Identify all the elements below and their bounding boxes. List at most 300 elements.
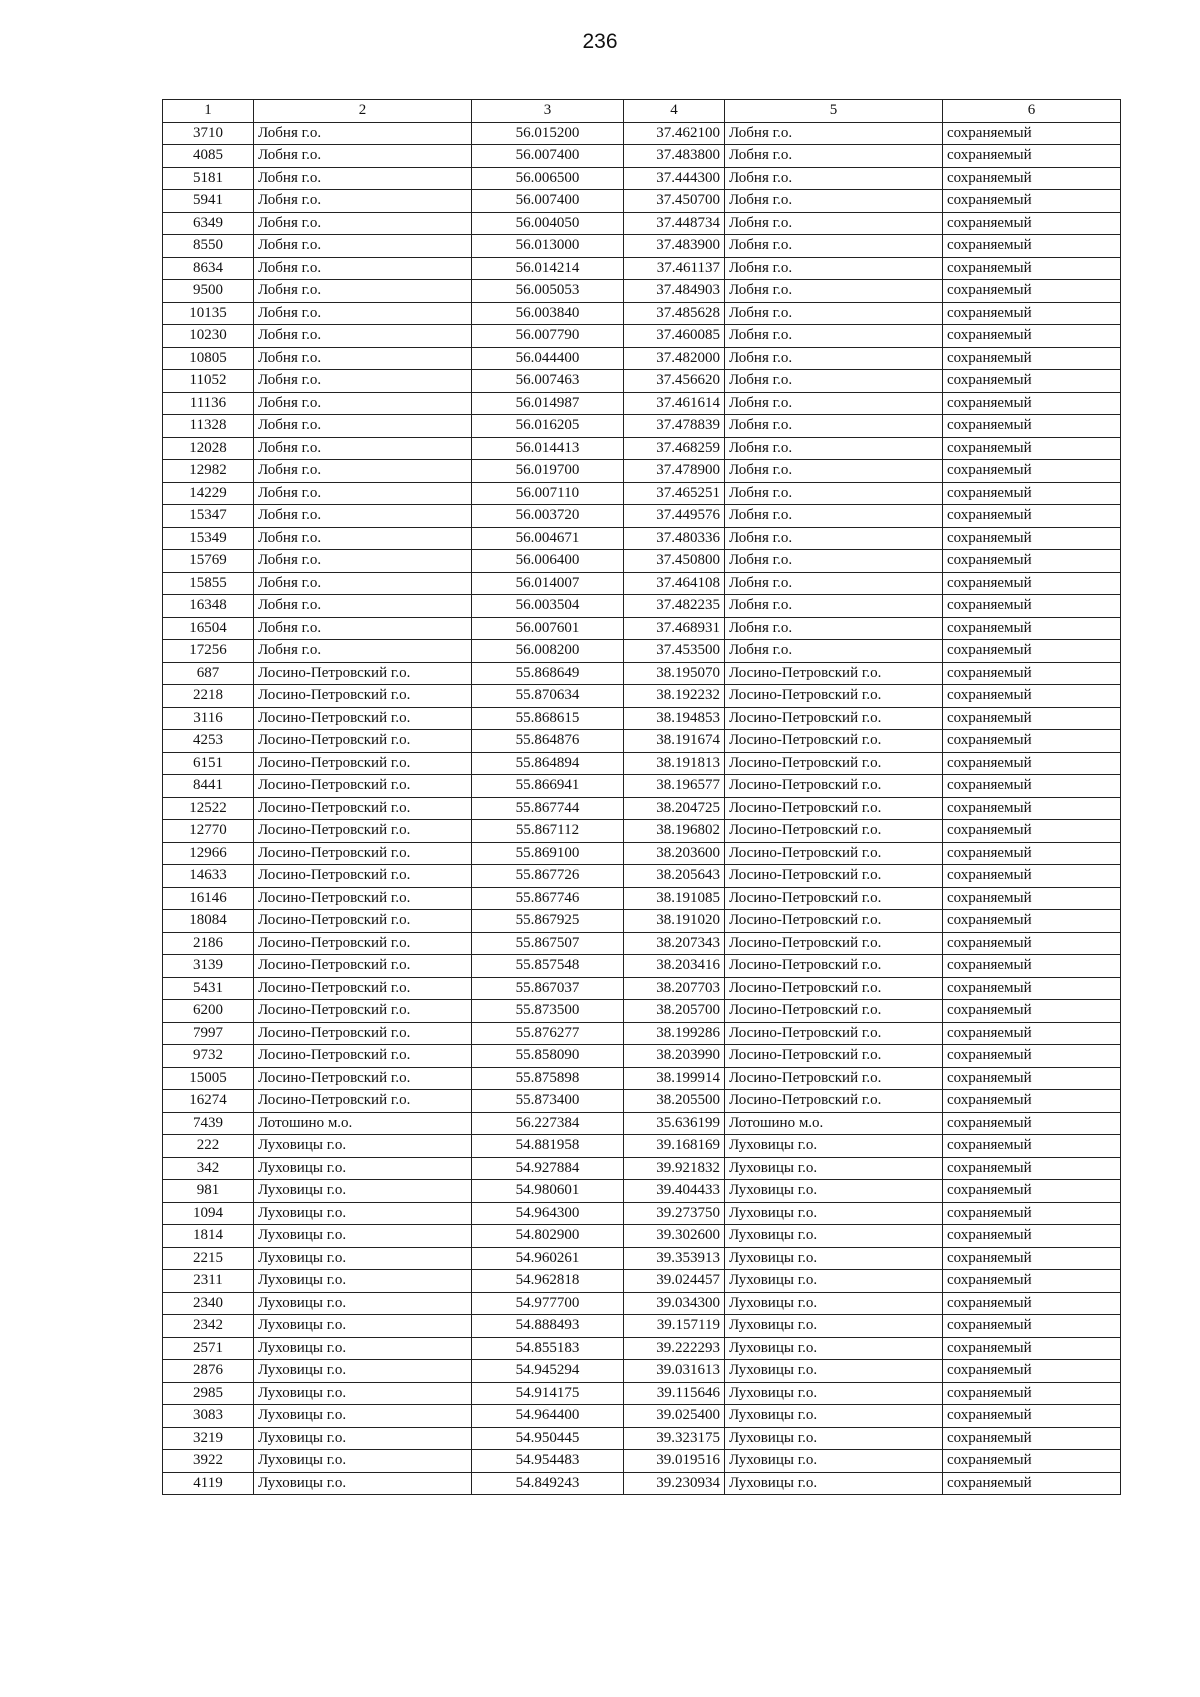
longitude-cell: 37.483800 xyxy=(624,145,725,168)
object-number-cell: 12966 xyxy=(163,842,254,865)
latitude-cell: 55.867925 xyxy=(472,910,624,933)
object-number-cell: 2311 xyxy=(163,1270,254,1293)
table-row xyxy=(163,1360,1121,1383)
table-row xyxy=(163,1135,1121,1158)
municipality-cell: Лобня г.о. xyxy=(725,460,943,483)
longitude-cell: 38.207703 xyxy=(624,977,725,1000)
latitude-cell: 56.019700 xyxy=(472,460,624,483)
object-number-cell: 12770 xyxy=(163,820,254,843)
longitude-cell: 38.203990 xyxy=(624,1045,725,1068)
table-row xyxy=(163,415,1121,438)
municipality-cell: Луховицы г.о. xyxy=(725,1405,943,1428)
table-row xyxy=(163,257,1121,280)
municipality-cell: Лобня г.о. xyxy=(725,617,943,640)
table-row xyxy=(163,797,1121,820)
district-cell: Лосино-Петровский г.о. xyxy=(254,685,472,708)
district-cell: Лосино-Петровский г.о. xyxy=(254,932,472,955)
status-cell: сохраняемый xyxy=(943,257,1121,280)
object-number-cell: 222 xyxy=(163,1135,254,1158)
longitude-cell: 37.468259 xyxy=(624,437,725,460)
status-cell: сохраняемый xyxy=(943,1000,1121,1023)
latitude-cell: 54.888493 xyxy=(472,1315,624,1338)
table-row xyxy=(163,1180,1121,1203)
municipality-cell: Лобня г.о. xyxy=(725,482,943,505)
table-row xyxy=(163,1315,1121,1338)
longitude-cell: 37.461137 xyxy=(624,257,725,280)
latitude-cell: 56.014987 xyxy=(472,392,624,415)
status-cell: сохраняемый xyxy=(943,1045,1121,1068)
status-cell: сохраняемый xyxy=(943,302,1121,325)
municipality-cell: Лотошино м.о. xyxy=(725,1112,943,1135)
object-number-cell: 2876 xyxy=(163,1360,254,1383)
table-row xyxy=(163,1045,1121,1068)
object-number-cell: 11328 xyxy=(163,415,254,438)
object-number-cell: 11052 xyxy=(163,370,254,393)
object-number-cell: 16348 xyxy=(163,595,254,618)
object-number-cell: 10230 xyxy=(163,325,254,348)
longitude-cell: 39.024457 xyxy=(624,1270,725,1293)
status-cell: сохраняемый xyxy=(943,347,1121,370)
status-cell: сохраняемый xyxy=(943,1180,1121,1203)
table-row xyxy=(163,550,1121,573)
district-cell: Лосино-Петровский г.о. xyxy=(254,752,472,775)
municipality-cell: Лобня г.о. xyxy=(725,370,943,393)
table-row xyxy=(163,1270,1121,1293)
municipality-cell: Лосино-Петровский г.о. xyxy=(725,865,943,888)
status-cell: сохраняемый xyxy=(943,955,1121,978)
district-cell: Лосино-Петровский г.о. xyxy=(254,797,472,820)
status-cell: сохраняемый xyxy=(943,685,1121,708)
object-number-cell: 3710 xyxy=(163,122,254,145)
object-number-cell: 8634 xyxy=(163,257,254,280)
object-number-cell: 10805 xyxy=(163,347,254,370)
table-row xyxy=(163,842,1121,865)
district-cell: Лобня г.о. xyxy=(254,595,472,618)
latitude-cell: 55.873500 xyxy=(472,1000,624,1023)
district-cell: Лобня г.о. xyxy=(254,370,472,393)
status-cell: сохраняемый xyxy=(943,1022,1121,1045)
longitude-cell: 38.191674 xyxy=(624,730,725,753)
table-body xyxy=(163,122,1121,1495)
object-number-cell: 6349 xyxy=(163,212,254,235)
municipality-cell: Луховицы г.о. xyxy=(725,1180,943,1203)
status-cell: сохраняемый xyxy=(943,460,1121,483)
longitude-cell: 38.207343 xyxy=(624,932,725,955)
municipality-cell: Лосино-Петровский г.о. xyxy=(725,797,943,820)
status-cell: сохраняемый xyxy=(943,550,1121,573)
object-number-cell: 12522 xyxy=(163,797,254,820)
status-cell: сохраняемый xyxy=(943,1292,1121,1315)
table-row xyxy=(163,1202,1121,1225)
object-number-cell: 12982 xyxy=(163,460,254,483)
latitude-cell: 56.007400 xyxy=(472,190,624,213)
status-cell: сохраняемый xyxy=(943,325,1121,348)
longitude-cell: 38.191813 xyxy=(624,752,725,775)
object-number-cell: 2985 xyxy=(163,1382,254,1405)
longitude-cell: 37.450700 xyxy=(624,190,725,213)
latitude-cell: 55.875898 xyxy=(472,1067,624,1090)
longitude-cell: 38.205500 xyxy=(624,1090,725,1113)
status-cell: сохраняемый xyxy=(943,1450,1121,1473)
status-cell: сохраняемый xyxy=(943,1202,1121,1225)
municipality-cell: Лобня г.о. xyxy=(725,302,943,325)
latitude-cell: 56.014413 xyxy=(472,437,624,460)
object-number-cell: 6151 xyxy=(163,752,254,775)
latitude-cell: 56.014007 xyxy=(472,572,624,595)
municipality-cell: Лосино-Петровский г.о. xyxy=(725,707,943,730)
table-row xyxy=(163,977,1121,1000)
municipality-cell: Лосино-Петровский г.о. xyxy=(725,910,943,933)
municipality-cell: Луховицы г.о. xyxy=(725,1202,943,1225)
municipality-cell: Лосино-Петровский г.о. xyxy=(725,1000,943,1023)
latitude-cell: 54.977700 xyxy=(472,1292,624,1315)
latitude-cell: 56.044400 xyxy=(472,347,624,370)
latitude-cell: 54.927884 xyxy=(472,1157,624,1180)
district-cell: Лосино-Петровский г.о. xyxy=(254,730,472,753)
object-number-cell: 16146 xyxy=(163,887,254,910)
latitude-cell: 56.004671 xyxy=(472,527,624,550)
latitude-cell: 56.013000 xyxy=(472,235,624,258)
latitude-cell: 56.004050 xyxy=(472,212,624,235)
status-cell: сохраняемый xyxy=(943,887,1121,910)
district-cell: Лосино-Петровский г.о. xyxy=(254,887,472,910)
object-number-cell: 342 xyxy=(163,1157,254,1180)
object-number-cell: 7997 xyxy=(163,1022,254,1045)
table-row xyxy=(163,1337,1121,1360)
longitude-cell: 37.456620 xyxy=(624,370,725,393)
district-cell: Луховицы г.о. xyxy=(254,1315,472,1338)
longitude-cell: 38.205700 xyxy=(624,1000,725,1023)
longitude-cell: 39.025400 xyxy=(624,1405,725,1428)
table-row xyxy=(163,122,1121,145)
municipality-cell: Луховицы г.о. xyxy=(725,1135,943,1158)
latitude-cell: 56.016205 xyxy=(472,415,624,438)
object-number-cell: 1094 xyxy=(163,1202,254,1225)
latitude-cell: 56.007110 xyxy=(472,482,624,505)
latitude-cell: 54.855183 xyxy=(472,1337,624,1360)
longitude-cell: 38.195070 xyxy=(624,662,725,685)
longitude-cell: 38.191020 xyxy=(624,910,725,933)
object-number-cell: 9732 xyxy=(163,1045,254,1068)
table-row xyxy=(163,865,1121,888)
district-cell: Лосино-Петровский г.о. xyxy=(254,662,472,685)
latitude-cell: 54.849243 xyxy=(472,1472,624,1495)
table-row xyxy=(163,1225,1121,1248)
object-number-cell: 2340 xyxy=(163,1292,254,1315)
status-cell: сохраняемый xyxy=(943,212,1121,235)
status-cell: сохраняемый xyxy=(943,167,1121,190)
object-number-cell: 4085 xyxy=(163,145,254,168)
status-cell: сохраняемый xyxy=(943,820,1121,843)
table-row xyxy=(163,325,1121,348)
registry-table xyxy=(162,99,1121,1495)
table-row xyxy=(163,370,1121,393)
district-cell: Лосино-Петровский г.о. xyxy=(254,865,472,888)
latitude-cell: 56.006500 xyxy=(472,167,624,190)
status-cell: сохраняемый xyxy=(943,280,1121,303)
status-cell: сохраняемый xyxy=(943,752,1121,775)
longitude-cell: 37.483900 xyxy=(624,235,725,258)
object-number-cell: 14633 xyxy=(163,865,254,888)
table-row xyxy=(163,1472,1121,1495)
table-row xyxy=(163,1450,1121,1473)
district-cell: Лосино-Петровский г.о. xyxy=(254,1090,472,1113)
municipality-cell: Луховицы г.о. xyxy=(725,1472,943,1495)
column-header-5: 5 xyxy=(725,100,943,123)
status-cell: сохраняемый xyxy=(943,865,1121,888)
municipality-cell: Луховицы г.о. xyxy=(725,1315,943,1338)
municipality-cell: Луховицы г.о. xyxy=(725,1337,943,1360)
municipality-cell: Лосино-Петровский г.о. xyxy=(725,955,943,978)
longitude-cell: 37.461614 xyxy=(624,392,725,415)
latitude-cell: 56.007790 xyxy=(472,325,624,348)
table-row xyxy=(163,572,1121,595)
status-cell: сохраняемый xyxy=(943,977,1121,1000)
municipality-cell: Лосино-Петровский г.о. xyxy=(725,685,943,708)
latitude-cell: 54.980601 xyxy=(472,1180,624,1203)
municipality-cell: Луховицы г.о. xyxy=(725,1360,943,1383)
district-cell: Лобня г.о. xyxy=(254,617,472,640)
district-cell: Луховицы г.о. xyxy=(254,1450,472,1473)
longitude-cell: 37.464108 xyxy=(624,572,725,595)
municipality-cell: Лосино-Петровский г.о. xyxy=(725,1045,943,1068)
object-number-cell: 15005 xyxy=(163,1067,254,1090)
status-cell: сохраняемый xyxy=(943,1090,1121,1113)
object-number-cell: 6200 xyxy=(163,1000,254,1023)
municipality-cell: Луховицы г.о. xyxy=(725,1270,943,1293)
longitude-cell: 37.482000 xyxy=(624,347,725,370)
status-cell: сохраняемый xyxy=(943,527,1121,550)
municipality-cell: Лосино-Петровский г.о. xyxy=(725,1067,943,1090)
district-cell: Лобня г.о. xyxy=(254,122,472,145)
object-number-cell: 2215 xyxy=(163,1247,254,1270)
table-row xyxy=(163,1292,1121,1315)
status-cell: сохраняемый xyxy=(943,235,1121,258)
district-cell: Лосино-Петровский г.о. xyxy=(254,842,472,865)
district-cell: Лобня г.о. xyxy=(254,347,472,370)
page-number: 236 xyxy=(582,30,618,53)
longitude-cell: 38.203416 xyxy=(624,955,725,978)
latitude-cell: 54.954483 xyxy=(472,1450,624,1473)
longitude-cell: 38.203600 xyxy=(624,842,725,865)
status-cell: сохраняемый xyxy=(943,842,1121,865)
status-cell: сохраняемый xyxy=(943,370,1121,393)
municipality-cell: Лобня г.о. xyxy=(725,235,943,258)
district-cell: Лосино-Петровский г.о. xyxy=(254,775,472,798)
latitude-cell: 56.006400 xyxy=(472,550,624,573)
latitude-cell: 54.881958 xyxy=(472,1135,624,1158)
latitude-cell: 54.960261 xyxy=(472,1247,624,1270)
object-number-cell: 687 xyxy=(163,662,254,685)
status-cell: сохраняемый xyxy=(943,572,1121,595)
longitude-cell: 39.230934 xyxy=(624,1472,725,1495)
district-cell: Лосино-Петровский г.о. xyxy=(254,1045,472,1068)
table-row xyxy=(163,1112,1121,1135)
district-cell: Луховицы г.о. xyxy=(254,1202,472,1225)
object-number-cell: 4253 xyxy=(163,730,254,753)
status-cell: сохраняемый xyxy=(943,775,1121,798)
longitude-cell: 38.196577 xyxy=(624,775,725,798)
municipality-cell: Лобня г.о. xyxy=(725,437,943,460)
longitude-cell: 38.205643 xyxy=(624,865,725,888)
municipality-cell: Лобня г.о. xyxy=(725,595,943,618)
district-cell: Лобня г.о. xyxy=(254,640,472,663)
district-cell: Лосино-Петровский г.о. xyxy=(254,1022,472,1045)
municipality-cell: Лосино-Петровский г.о. xyxy=(725,775,943,798)
table-row xyxy=(163,1405,1121,1428)
municipality-cell: Луховицы г.о. xyxy=(725,1225,943,1248)
latitude-cell: 56.005053 xyxy=(472,280,624,303)
status-cell: сохраняемый xyxy=(943,482,1121,505)
district-cell: Лобня г.о. xyxy=(254,572,472,595)
longitude-cell: 37.485628 xyxy=(624,302,725,325)
municipality-cell: Лосино-Петровский г.о. xyxy=(725,1022,943,1045)
district-cell: Лосино-Петровский г.о. xyxy=(254,1000,472,1023)
table-row xyxy=(163,955,1121,978)
district-cell: Луховицы г.о. xyxy=(254,1270,472,1293)
longitude-cell: 37.448734 xyxy=(624,212,725,235)
object-number-cell: 12028 xyxy=(163,437,254,460)
longitude-cell: 37.478839 xyxy=(624,415,725,438)
district-cell: Лосино-Петровский г.о. xyxy=(254,910,472,933)
municipality-cell: Лосино-Петровский г.о. xyxy=(725,662,943,685)
status-cell: сохраняемый xyxy=(943,392,1121,415)
table-row xyxy=(163,212,1121,235)
latitude-cell: 55.873400 xyxy=(472,1090,624,1113)
latitude-cell: 55.857548 xyxy=(472,955,624,978)
district-cell: Лобня г.о. xyxy=(254,280,472,303)
district-cell: Луховицы г.о. xyxy=(254,1247,472,1270)
latitude-cell: 56.008200 xyxy=(472,640,624,663)
object-number-cell: 14229 xyxy=(163,482,254,505)
latitude-cell: 54.964300 xyxy=(472,1202,624,1225)
district-cell: Лобня г.о. xyxy=(254,145,472,168)
status-cell: сохраняемый xyxy=(943,437,1121,460)
latitude-cell: 55.867037 xyxy=(472,977,624,1000)
longitude-cell: 38.204725 xyxy=(624,797,725,820)
object-number-cell: 18084 xyxy=(163,910,254,933)
status-cell: сохраняемый xyxy=(943,1337,1121,1360)
longitude-cell: 39.921832 xyxy=(624,1157,725,1180)
latitude-cell: 55.868615 xyxy=(472,707,624,730)
municipality-cell: Луховицы г.о. xyxy=(725,1247,943,1270)
district-cell: Лобня г.о. xyxy=(254,257,472,280)
district-cell: Луховицы г.о. xyxy=(254,1382,472,1405)
longitude-cell: 38.191085 xyxy=(624,887,725,910)
table-row xyxy=(163,932,1121,955)
object-number-cell: 5181 xyxy=(163,167,254,190)
district-cell: Лобня г.о. xyxy=(254,235,472,258)
district-cell: Лобня г.о. xyxy=(254,437,472,460)
object-number-cell: 5431 xyxy=(163,977,254,1000)
status-cell: сохраняемый xyxy=(943,1405,1121,1428)
table-row xyxy=(163,595,1121,618)
status-cell: сохраняемый xyxy=(943,932,1121,955)
table-row xyxy=(163,190,1121,213)
district-cell: Луховицы г.о. xyxy=(254,1157,472,1180)
table-row xyxy=(163,617,1121,640)
table-row xyxy=(163,145,1121,168)
longitude-cell: 37.444300 xyxy=(624,167,725,190)
longitude-cell: 37.465251 xyxy=(624,482,725,505)
municipality-cell: Лосино-Петровский г.о. xyxy=(725,820,943,843)
status-cell: сохраняемый xyxy=(943,122,1121,145)
district-cell: Лосино-Петровский г.о. xyxy=(254,955,472,978)
table-row xyxy=(163,1000,1121,1023)
object-number-cell: 2186 xyxy=(163,932,254,955)
latitude-cell: 54.962818 xyxy=(472,1270,624,1293)
object-number-cell: 2218 xyxy=(163,685,254,708)
district-cell: Луховицы г.о. xyxy=(254,1472,472,1495)
status-cell: сохраняемый xyxy=(943,910,1121,933)
status-cell: сохраняемый xyxy=(943,617,1121,640)
column-header-2: 2 xyxy=(254,100,472,123)
table-row xyxy=(163,820,1121,843)
column-header-6: 6 xyxy=(943,100,1121,123)
longitude-cell: 39.115646 xyxy=(624,1382,725,1405)
district-cell: Лобня г.о. xyxy=(254,527,472,550)
status-cell: сохраняемый xyxy=(943,797,1121,820)
table-row xyxy=(163,1090,1121,1113)
district-cell: Луховицы г.о. xyxy=(254,1225,472,1248)
municipality-cell: Лобня г.о. xyxy=(725,122,943,145)
longitude-cell: 38.192232 xyxy=(624,685,725,708)
municipality-cell: Лосино-Петровский г.о. xyxy=(725,932,943,955)
longitude-cell: 39.168169 xyxy=(624,1135,725,1158)
latitude-cell: 56.015200 xyxy=(472,122,624,145)
table-row xyxy=(163,887,1121,910)
latitude-cell: 55.867112 xyxy=(472,820,624,843)
longitude-cell: 39.323175 xyxy=(624,1427,725,1450)
status-cell: сохраняемый xyxy=(943,640,1121,663)
district-cell: Лобня г.о. xyxy=(254,325,472,348)
status-cell: сохраняемый xyxy=(943,1247,1121,1270)
object-number-cell: 3116 xyxy=(163,707,254,730)
latitude-cell: 55.867744 xyxy=(472,797,624,820)
object-number-cell: 9500 xyxy=(163,280,254,303)
latitude-cell: 55.876277 xyxy=(472,1022,624,1045)
longitude-cell: 39.034300 xyxy=(624,1292,725,1315)
district-cell: Луховицы г.о. xyxy=(254,1337,472,1360)
longitude-cell: 39.302600 xyxy=(624,1225,725,1248)
status-cell: сохраняемый xyxy=(943,1360,1121,1383)
table-row xyxy=(163,482,1121,505)
municipality-cell: Лобня г.о. xyxy=(725,527,943,550)
district-cell: Лобня г.о. xyxy=(254,550,472,573)
district-cell: Лосино-Петровский г.о. xyxy=(254,707,472,730)
municipality-cell: Луховицы г.о. xyxy=(725,1292,943,1315)
municipality-cell: Луховицы г.о. xyxy=(725,1382,943,1405)
longitude-cell: 37.453500 xyxy=(624,640,725,663)
longitude-cell: 39.273750 xyxy=(624,1202,725,1225)
table-row xyxy=(163,752,1121,775)
column-header-4: 4 xyxy=(624,100,725,123)
district-cell: Лосино-Петровский г.о. xyxy=(254,1067,472,1090)
latitude-cell: 56.227384 xyxy=(472,1112,624,1135)
municipality-cell: Лобня г.о. xyxy=(725,347,943,370)
municipality-cell: Луховицы г.о. xyxy=(725,1427,943,1450)
status-cell: сохраняемый xyxy=(943,1157,1121,1180)
longitude-cell: 37.462100 xyxy=(624,122,725,145)
municipality-cell: Лосино-Петровский г.о. xyxy=(725,842,943,865)
district-cell: Лосино-Петровский г.о. xyxy=(254,820,472,843)
latitude-cell: 56.003504 xyxy=(472,595,624,618)
status-cell: сохраняемый xyxy=(943,1112,1121,1135)
table-row xyxy=(163,662,1121,685)
municipality-cell: Лобня г.о. xyxy=(725,190,943,213)
longitude-cell: 37.450800 xyxy=(624,550,725,573)
latitude-cell: 54.950445 xyxy=(472,1427,624,1450)
